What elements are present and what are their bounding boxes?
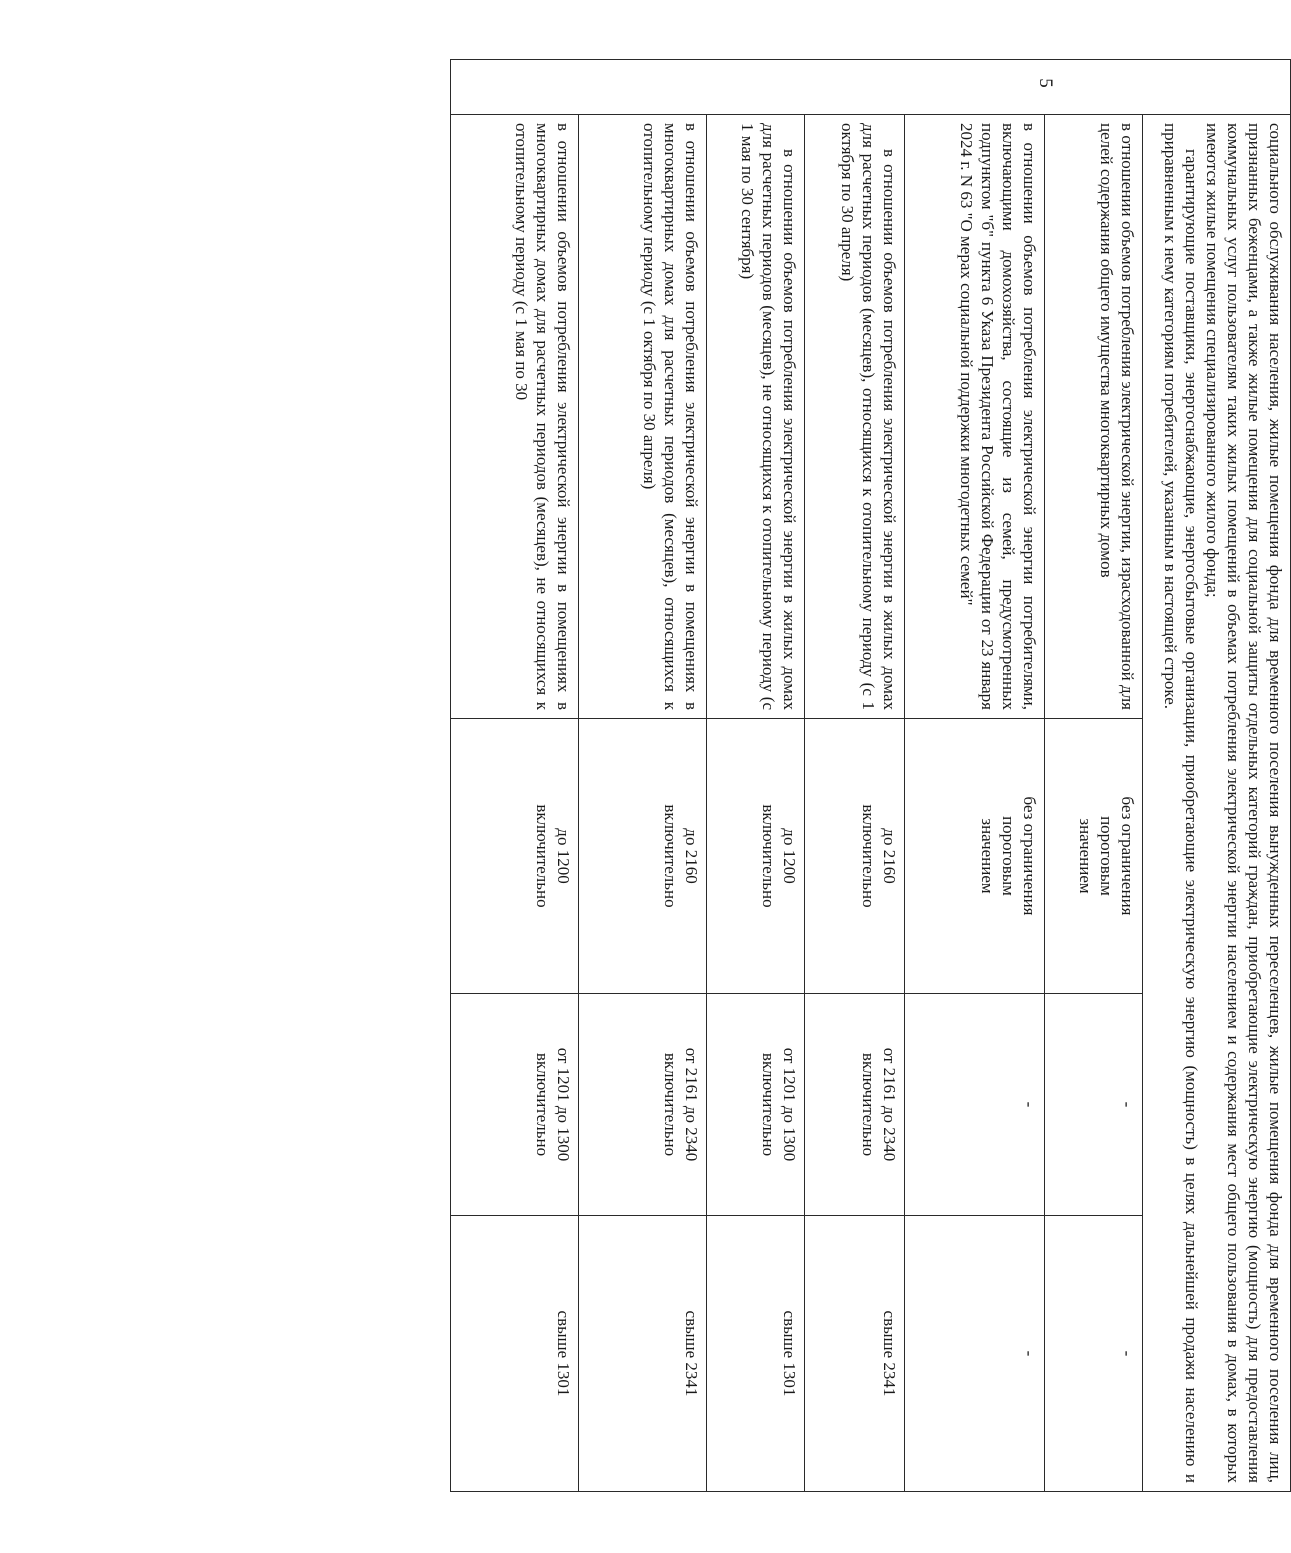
row-label: в отношении объемов потребления электрической энергии в жилых домах для расчетных периодов (месяцев), относящихся к отопительному периоду (с 1 октября по 30 апреля): [805, 115, 905, 719]
value-line: от 1201 до 1300: [780, 1047, 799, 1162]
value-line: включительно: [859, 804, 878, 908]
value-line: от 2161 до 2340: [880, 1047, 899, 1162]
value-line: свыше 2341: [682, 1310, 701, 1397]
threshold-col3: [707, 1216, 805, 1492]
intro-paragraph-2: гарантирующие поставщики, энергоснабжающие, энергосбытовые организации, приобретающие электрическую энергию (мощность) в целях дальнейшей продажи населению и приравненным к нему категориям потребителей, указанным в настоящей строке.: [1161, 123, 1201, 1483]
value-line: значением: [1076, 818, 1095, 894]
value-line: включительно: [661, 804, 680, 908]
intro-paragraph-1: социального обслуживания населения, жилые помещения фонда для временного поселения вынужденных переселенцев, жилые помещения фонда для временного поселения лиц, признанных беженцами, а также жилые помещения для социальной защиты отдельных категорий граждан, приобретающие электрическую энергию (мощность) для предоставления коммунальных услуг пользователям таких жилых помещений в объемах потребления электрической энергии населением и содержания мест общего пользования в домах, в которых имеются жилые помещения специализированного жилого фонда;: [1203, 123, 1285, 1483]
page-number: 5: [1034, 78, 1056, 88]
value-line: включительно: [661, 1052, 680, 1157]
value-line: до 2160: [682, 828, 701, 884]
value-line: до 2160: [880, 828, 899, 884]
threshold-col3: [579, 1216, 707, 1492]
value-line: включительно: [759, 804, 778, 908]
threshold-col3: [1045, 1216, 1143, 1492]
row-label: в отношении объемов потребления электрической энергии, израсходованной для целей содержания общего имущества многоквартирных домов: [1045, 115, 1143, 719]
lead-empty-cell: [451, 60, 1291, 115]
value-line: -: [1118, 1350, 1137, 1357]
intro-cell: [1143, 115, 1291, 1492]
intro-row: [1143, 60, 1291, 1492]
value-line: включительно: [533, 1052, 552, 1157]
value-line: свыше 1301: [780, 1310, 799, 1397]
value-line: пороговым: [1097, 816, 1116, 896]
value-line: -: [1020, 1350, 1039, 1357]
value-line: пороговым: [999, 816, 1018, 896]
value-line: значением: [978, 818, 997, 894]
table-row: [805, 60, 905, 1492]
threshold-col2: [905, 994, 1045, 1216]
row-label: в отношении объемов потребления электрической энергии в помещениях в многоквартирных домах для расчетных периодов (месяцев), относящихся к отопительному периоду (с 1 октября по 30 апреля): [579, 115, 707, 719]
threshold-col3: [905, 1216, 1045, 1492]
threshold-col1: [451, 719, 579, 994]
value-line: -: [1020, 1101, 1039, 1108]
table-row: [1045, 60, 1143, 1492]
table-row: [579, 60, 707, 1492]
threshold-col1: [707, 719, 805, 994]
value-line: до 1200: [780, 828, 799, 884]
threshold-col1: [579, 719, 707, 994]
threshold-col2: [805, 994, 905, 1216]
value-line: свыше 1301: [554, 1310, 573, 1397]
row-label: в отношении объемов потребления электрической энергии в помещениях в многоквартирных домах для расчетных периодов (месяцев), не относящихся к отопительному периоду (с 1 мая по 30: [451, 115, 579, 719]
value-line: свыше 2341: [880, 1310, 899, 1397]
tariff-threshold-table: [450, 59, 1291, 1492]
threshold-col1: [805, 719, 905, 994]
table-row: [905, 60, 1045, 1492]
value-line: включительно: [759, 1052, 778, 1157]
threshold-col2: [579, 994, 707, 1216]
rotated-table-container: [451, 59, 1291, 1491]
threshold-col1: [1045, 719, 1143, 994]
value-line: включительно: [533, 804, 552, 908]
table-row: [451, 60, 579, 1492]
value-line: от 2161 до 2340: [682, 1047, 701, 1162]
threshold-col3: [451, 1216, 579, 1492]
threshold-col1: [905, 719, 1045, 994]
threshold-col3: [805, 1216, 905, 1492]
value-line: без ограничения: [1020, 796, 1039, 916]
value-line: -: [1118, 1101, 1137, 1108]
value-line: до 1200: [554, 828, 573, 884]
table-row: [707, 60, 805, 1492]
value-line: от 1201 до 1300: [554, 1047, 573, 1162]
row-label: в отношении объемов потребления электрической энергии в жилых домах для расчетных периодов (месяцев), не относящихся к отопительному периоду (с 1 мая по 30 сентября): [707, 115, 805, 719]
row-label: в отношении объемов потребления электрической энергии потребителями, включающими домохозяйства, состоящие из семей, предусмотренных подпунктом "б" пункта 6 Указа Президента Российской Федерации от 23 января 2024 г. N 63 "О мерах социальной поддержки многодетных семей": [905, 115, 1045, 719]
value-line: без ограничения: [1118, 796, 1137, 916]
threshold-col2: [707, 994, 805, 1216]
threshold-col2: [451, 994, 579, 1216]
threshold-col2: [1045, 994, 1143, 1216]
value-line: включительно: [859, 1052, 878, 1157]
